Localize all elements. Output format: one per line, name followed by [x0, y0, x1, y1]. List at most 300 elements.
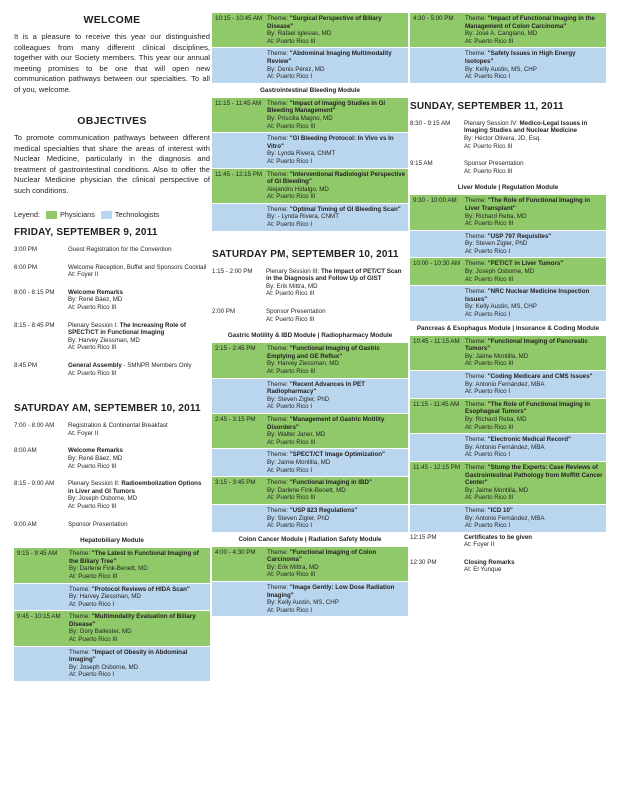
line-text: At: Puerto Rico I — [465, 247, 511, 255]
line-text: By: Priscilla Magno, MD — [267, 114, 333, 122]
line-text: Plenary Session IV: — [464, 119, 520, 127]
line-text: Theme: — [465, 436, 488, 444]
line-text: By: René Báez, MD — [68, 454, 123, 462]
session-title: "Impact of Functional Imaging in the Management of Colon Carcinoma" — [465, 15, 595, 30]
session-row — [410, 257, 606, 285]
session-details — [267, 15, 406, 45]
session-title: "Electronic Medical Record" — [487, 436, 571, 444]
line-text: Theme: — [267, 135, 290, 143]
line-text: Theme: — [465, 337, 488, 345]
session-line — [465, 276, 604, 284]
session-time: 2:15 - 2:45 PM — [215, 345, 256, 353]
session-time — [215, 135, 267, 165]
session-line — [465, 353, 604, 361]
line-text: Closing Remarks — [464, 558, 515, 566]
session-line — [68, 271, 208, 279]
line-text: By: Joseph Osborne, MD — [68, 495, 138, 503]
session-line — [267, 66, 406, 74]
session-details — [465, 338, 604, 368]
line-text: By: Steven Zigler, PhD — [267, 514, 330, 522]
line-text: By: José A. Cangiano, MD — [465, 30, 538, 38]
session-line — [68, 422, 208, 430]
session-line — [267, 599, 406, 607]
line-text: At: Puerto Rico I — [465, 73, 511, 81]
session-time: 10:00 - 10:30 AM — [413, 260, 461, 268]
session-line — [68, 322, 208, 337]
session-line — [68, 463, 208, 471]
line-text: By: Steven Zigler, PhD — [267, 395, 330, 403]
session-line — [267, 193, 406, 201]
spacer — [14, 385, 210, 401]
session-line — [465, 494, 604, 502]
line-text: Theme: — [267, 15, 290, 22]
line-text: Guest Registration for the Convention — [68, 246, 172, 254]
session-time: 8:15 - 9:00 AM — [14, 480, 55, 488]
column-right — [410, 0, 606, 582]
session-line — [267, 360, 406, 368]
session-line — [68, 447, 208, 455]
session-title: "Coding Medicare and CMS Issues" — [487, 373, 593, 380]
session-row — [410, 158, 606, 177]
session-line — [465, 73, 604, 81]
session-row — [410, 118, 606, 152]
line-text: Theme: — [465, 373, 488, 380]
session-row — [14, 244, 210, 256]
session-line — [267, 73, 406, 81]
line-text: At: Puerto Rico I — [69, 600, 115, 608]
session-time — [413, 436, 465, 459]
line-text: Theme: — [69, 550, 92, 558]
session-line — [465, 38, 604, 46]
session-row — [212, 306, 408, 325]
session-line — [465, 66, 604, 74]
line-text: At: Puerto Rico III — [267, 193, 316, 201]
session-line — [266, 290, 406, 298]
session-line — [267, 213, 406, 221]
session-title: "Optimal Timing of GI Bleeding Scan" — [289, 205, 401, 213]
session-details — [69, 649, 208, 679]
session-line — [465, 464, 604, 487]
session-row — [212, 342, 408, 377]
line-text: Theme: — [465, 463, 488, 471]
session-line — [465, 401, 604, 416]
session-details — [69, 586, 208, 609]
line-text: By: Kelly Austin, MS, CHP — [267, 599, 339, 607]
session-time — [413, 507, 465, 530]
line-text: Certificates to be given — [464, 533, 533, 541]
session-details — [464, 120, 604, 150]
session-time — [17, 586, 69, 609]
session-row — [212, 504, 408, 532]
line-text: At: Foyer II — [464, 541, 495, 549]
session-line — [465, 303, 604, 311]
session-title: "ICD 10" — [487, 506, 513, 514]
session-details — [267, 451, 406, 474]
session-title: "Surgical Perspective of Biliary Disease" — [267, 15, 382, 30]
line-text: By: Antonio Fernández, MBA — [465, 443, 545, 451]
session-row — [212, 132, 408, 167]
session-line — [465, 444, 604, 452]
session-title: "Interventional Radiologist Perspective of GI Bleeding" — [267, 170, 406, 186]
line-text: Theme: — [267, 345, 290, 353]
day-heading: SATURDAY AM, SEPTEMBER 10, 2011 — [14, 403, 201, 415]
session-line — [267, 439, 406, 447]
session-time: 12:15 PM — [410, 533, 437, 541]
session-details — [68, 264, 208, 279]
session-row — [410, 370, 606, 398]
schedule-list-right — [410, 12, 606, 576]
session-time: 8:45 PM — [14, 362, 38, 370]
session-title: "Functional Imaging of Pancreatic Tumors" — [465, 337, 588, 353]
session-line — [465, 240, 604, 248]
line-text: Theme: — [267, 380, 290, 388]
line-text: Sponsor Presentation — [266, 308, 326, 316]
legend-label: Leyend: — [14, 210, 40, 220]
session-line — [68, 503, 208, 511]
line-text: Theme: — [465, 232, 488, 240]
session-line — [69, 565, 208, 573]
physicians-swatch — [46, 211, 57, 219]
session-time: 2:45 - 3:15 PM — [215, 415, 256, 423]
session-row — [410, 398, 606, 433]
line-text: By: Gory Ballester, MD — [69, 628, 132, 636]
session-row — [14, 420, 210, 439]
session-line — [267, 584, 406, 599]
session-row — [14, 360, 210, 379]
session-time: 9:15 AM — [410, 160, 433, 168]
line-text: By: Joseph Osborne, MD — [465, 268, 535, 276]
session-row — [410, 433, 606, 461]
session-details — [68, 480, 208, 510]
session-line — [267, 221, 406, 229]
line-text: Sponsor Presentation — [68, 520, 128, 528]
session-line — [267, 494, 406, 502]
session-time: 2:00 PM — [212, 308, 236, 316]
session-time: 8:15 - 8:45 PM — [14, 321, 55, 329]
session-title: "Stump the Experts: Case Reviews of Gastrointestinal Pathology from Moffitt Cancer Center" — [465, 463, 603, 487]
session-row — [410, 532, 606, 551]
session-line — [465, 311, 604, 319]
session-time: 11:15 - 11:45 AM — [413, 400, 460, 408]
session-details — [68, 447, 208, 470]
session-line — [464, 168, 604, 176]
session-time: 8:30 - 9:15 AM — [410, 119, 451, 127]
session-time: 4:30 - 5:00 PM — [413, 15, 454, 22]
line-text: Welcome Remarks — [68, 447, 123, 455]
session-row — [212, 476, 408, 504]
line-text: By: Antonio Fernández, MBA — [465, 380, 545, 388]
session-time — [215, 206, 267, 229]
session-line — [69, 664, 208, 672]
line-text: By: Darlene Fink-Benett, MD — [267, 486, 346, 494]
session-line — [267, 564, 406, 572]
line-text: By: Harvey Ziessman, MD — [69, 593, 141, 601]
line-text: Alejandro Hidalgo, MD — [267, 185, 329, 193]
session-details — [267, 206, 406, 229]
line-text: Theme: — [465, 288, 488, 296]
session-details — [267, 345, 406, 375]
session-time — [215, 507, 267, 530]
session-line — [465, 388, 604, 396]
session-line — [267, 206, 406, 214]
session-details — [68, 322, 208, 352]
session-row — [410, 557, 606, 576]
session-line — [267, 150, 406, 158]
session-row — [212, 266, 408, 300]
line-text: By: Walter Janer, MD — [267, 431, 326, 439]
session-line — [465, 248, 604, 256]
line-text: At: Puerto Rico III — [464, 142, 513, 150]
line-text: By: Erik Mittra, MD — [267, 563, 319, 571]
session-row — [410, 461, 606, 504]
line-text: At: Puerto Rico III — [68, 369, 117, 377]
line-text: At: Puerto Rico I — [465, 388, 511, 396]
session-line — [267, 549, 406, 564]
line-text: Welcome Reception, Buffet and Sponsors Cocktail — [68, 263, 207, 271]
session-line — [465, 260, 604, 268]
session-line — [465, 30, 604, 38]
session-line — [465, 436, 604, 444]
spacer — [410, 83, 606, 99]
line-text: Plenary Session II: — [68, 480, 122, 488]
session-row — [212, 97, 408, 132]
module-heading: Gastrointestinal Bleeding Module — [259, 86, 361, 94]
session-line — [267, 487, 406, 495]
session-line — [69, 593, 208, 601]
line-text: By: Denis Pérez, MD — [267, 65, 325, 73]
session-time: 9:30 - 10:00 AM — [413, 197, 457, 205]
line-text: Sponsor Presentation — [464, 160, 524, 168]
schedule-list-left — [14, 227, 210, 681]
session-line — [68, 296, 208, 304]
session-line — [69, 550, 208, 565]
session-line — [68, 289, 208, 297]
session-time: 3:00 PM — [14, 246, 38, 254]
session-title: "USP 797 Requisites" — [487, 232, 552, 240]
session-line — [465, 507, 604, 515]
line-text: Theme: — [465, 506, 488, 514]
session-row — [14, 287, 210, 314]
line-text: At: Puerto Rico III — [68, 304, 117, 312]
line-text: At: Puerto Rico III — [267, 37, 316, 45]
session-title: The Increasing Role of SPECT/CT in Functional Imaging — [68, 321, 186, 337]
session-line — [465, 515, 604, 523]
line-text: At: Puerto Rico I — [267, 606, 313, 614]
line-text: At: Puerto Rico III — [267, 122, 316, 130]
session-row — [14, 445, 210, 472]
line-text: By: Harvey Ziessman, MD — [267, 360, 339, 368]
session-line — [68, 344, 208, 352]
session-line — [266, 268, 406, 283]
session-title: "The Role of Functional Imaging in Liver Transplant" — [465, 197, 590, 212]
session-details — [465, 50, 604, 80]
session-row — [212, 413, 408, 448]
session-details — [464, 559, 604, 574]
line-text: Theme: — [465, 400, 488, 408]
line-text: At: Puerto Rico III — [68, 344, 117, 352]
session-line — [267, 571, 406, 579]
line-text: Theme: — [69, 613, 92, 621]
session-time — [215, 584, 267, 614]
session-line — [465, 233, 604, 241]
session-line — [465, 522, 604, 530]
session-line — [266, 316, 406, 324]
session-details — [266, 268, 406, 298]
line-text: Theme: — [267, 479, 290, 487]
session-line — [464, 559, 604, 567]
session-line — [267, 515, 406, 523]
session-row — [14, 478, 210, 512]
session-details — [465, 464, 604, 502]
session-line — [69, 613, 208, 628]
line-text: Plenary Session III: — [266, 267, 322, 275]
session-details — [68, 289, 208, 312]
session-time: 9:15 - 9:45 AM — [17, 550, 58, 558]
session-details — [68, 521, 208, 529]
session-time — [215, 451, 267, 474]
session-details — [267, 381, 406, 411]
line-text: By: Jaime Montilla, MD — [267, 458, 331, 466]
session-title: "Impact of Imaging Studies in GI Bleeding Management" — [267, 99, 386, 115]
line-text: At: Puerto Rico I — [267, 221, 313, 229]
session-line — [267, 479, 406, 487]
session-line — [68, 430, 208, 438]
line-text: By: Kelly Austin, MS, CHP — [465, 65, 537, 73]
session-line — [267, 368, 406, 376]
line-text: By: Erik Mittra, MD — [266, 282, 318, 290]
line-text: At: Puerto Rico III — [465, 220, 514, 228]
session-line — [267, 345, 406, 360]
line-text: At: Puerto Rico III — [267, 571, 316, 579]
day-heading: SATURDAY PM, SEPTEMBER 10, 2011 — [212, 248, 399, 260]
session-line — [69, 628, 208, 636]
module-heading: Colon Cancer Module | Radiation Safety Module — [238, 535, 382, 543]
line-text: Theme: — [267, 451, 290, 459]
session-line — [267, 396, 406, 404]
line-text: At: Puerto Rico III — [267, 368, 316, 375]
session-line — [465, 15, 604, 30]
session-title: "NRC Nuclear Medicine Inspection Issues" — [465, 288, 590, 303]
session-title: "Recent Advances in PET Radiopharmacy" — [267, 380, 365, 396]
session-details — [267, 100, 406, 130]
session-line — [465, 416, 604, 424]
session-line — [267, 30, 406, 38]
session-line — [267, 158, 406, 166]
session-row — [14, 610, 210, 645]
session-title: "USP 823 Regulations" — [289, 506, 358, 514]
session-line — [267, 467, 406, 475]
session-line — [69, 636, 208, 644]
session-line — [465, 487, 604, 495]
session-line — [267, 507, 406, 515]
session-title: "SPECT/CT Image Optimization" — [289, 451, 385, 459]
session-row — [410, 230, 606, 258]
session-line — [464, 135, 604, 143]
session-title: "The Role of Functional Imaging in Esophageal Tumors" — [465, 400, 590, 416]
session-details — [465, 288, 604, 318]
line-text: At: El Yunque — [464, 566, 502, 574]
line-text: At: Puerto Rico III — [266, 315, 315, 323]
line-text: Theme: — [69, 585, 92, 593]
session-line — [267, 459, 406, 467]
session-line — [465, 220, 604, 228]
line-text: At: Foyer II — [68, 271, 99, 279]
session-details — [465, 15, 604, 45]
line-text: At: Puerto Rico I — [465, 451, 511, 459]
session-time: 11:15 - 11:45 AM — [215, 99, 262, 107]
session-title: The Impact of PET/CT Scan in the Diagnosis and Follow Up of GIST — [266, 267, 402, 283]
line-text: By: Héctor Olivera, JD, Esq. — [464, 134, 542, 142]
session-details — [267, 135, 406, 165]
line-text: At: Puerto Rico III — [69, 636, 118, 644]
session-line — [267, 100, 406, 115]
line-text: Theme: — [267, 584, 290, 592]
session-time — [413, 50, 465, 80]
session-time: 3:15 - 3:45 PM — [215, 479, 256, 487]
line-text: At: Puerto Rico I — [267, 522, 313, 530]
line-text: At: Puerto Rico III — [68, 462, 117, 470]
session-line — [267, 186, 406, 194]
session-details — [464, 160, 604, 175]
session-row — [410, 47, 606, 82]
session-details — [266, 308, 406, 323]
session-title: "Functional Imaging of Gastric Emptying and GE Reflux" — [267, 345, 380, 360]
session-line — [68, 495, 208, 503]
session-details — [68, 362, 208, 377]
session-title: "Abdominal Imaging Multimodality Review" — [267, 50, 392, 65]
session-line — [464, 534, 604, 542]
session-time — [413, 288, 465, 318]
line-text: By: Darlene Fink-Benett, MD — [69, 565, 148, 573]
line-text: By: René Báez, MD — [68, 296, 123, 304]
session-time — [413, 233, 465, 256]
session-details — [267, 416, 406, 446]
session-details — [465, 401, 604, 431]
session-line — [465, 381, 604, 389]
session-time — [215, 50, 267, 80]
technologists-swatch — [101, 211, 112, 219]
session-line — [267, 123, 406, 131]
line-text: At: Puerto Rico III — [464, 167, 513, 175]
session-line — [69, 671, 208, 679]
session-row — [212, 581, 408, 616]
session-time: 10:15 - 10:45 AM — [215, 15, 263, 22]
session-row — [14, 320, 210, 354]
line-text: At: Puerto Rico I — [267, 403, 313, 411]
line-text: General Assembly — [68, 362, 122, 370]
session-row — [410, 335, 606, 370]
session-line — [267, 135, 406, 150]
module-heading: Liver Module | Regulation Module — [457, 184, 559, 192]
session-row — [14, 262, 210, 281]
line-text: Theme: — [267, 99, 290, 107]
line-text: Registration & Continental Breakfast — [68, 422, 168, 430]
session-row — [212, 203, 408, 231]
line-text: Theme: — [465, 197, 488, 205]
session-line — [267, 38, 406, 46]
session-line — [464, 160, 604, 168]
session-details — [465, 233, 604, 256]
session-line — [465, 213, 604, 221]
legend-technologists — [101, 210, 159, 219]
line-text: At: Puerto Rico III — [465, 37, 514, 45]
session-time: 4:00 - 4:30 PM — [215, 548, 256, 556]
session-title: "Multimodality Evaluation of Biliary Disease" — [69, 613, 196, 628]
session-details — [68, 422, 208, 437]
line-text: At: Puerto Rico III — [266, 290, 315, 298]
session-details — [267, 50, 406, 80]
session-row — [14, 646, 210, 681]
